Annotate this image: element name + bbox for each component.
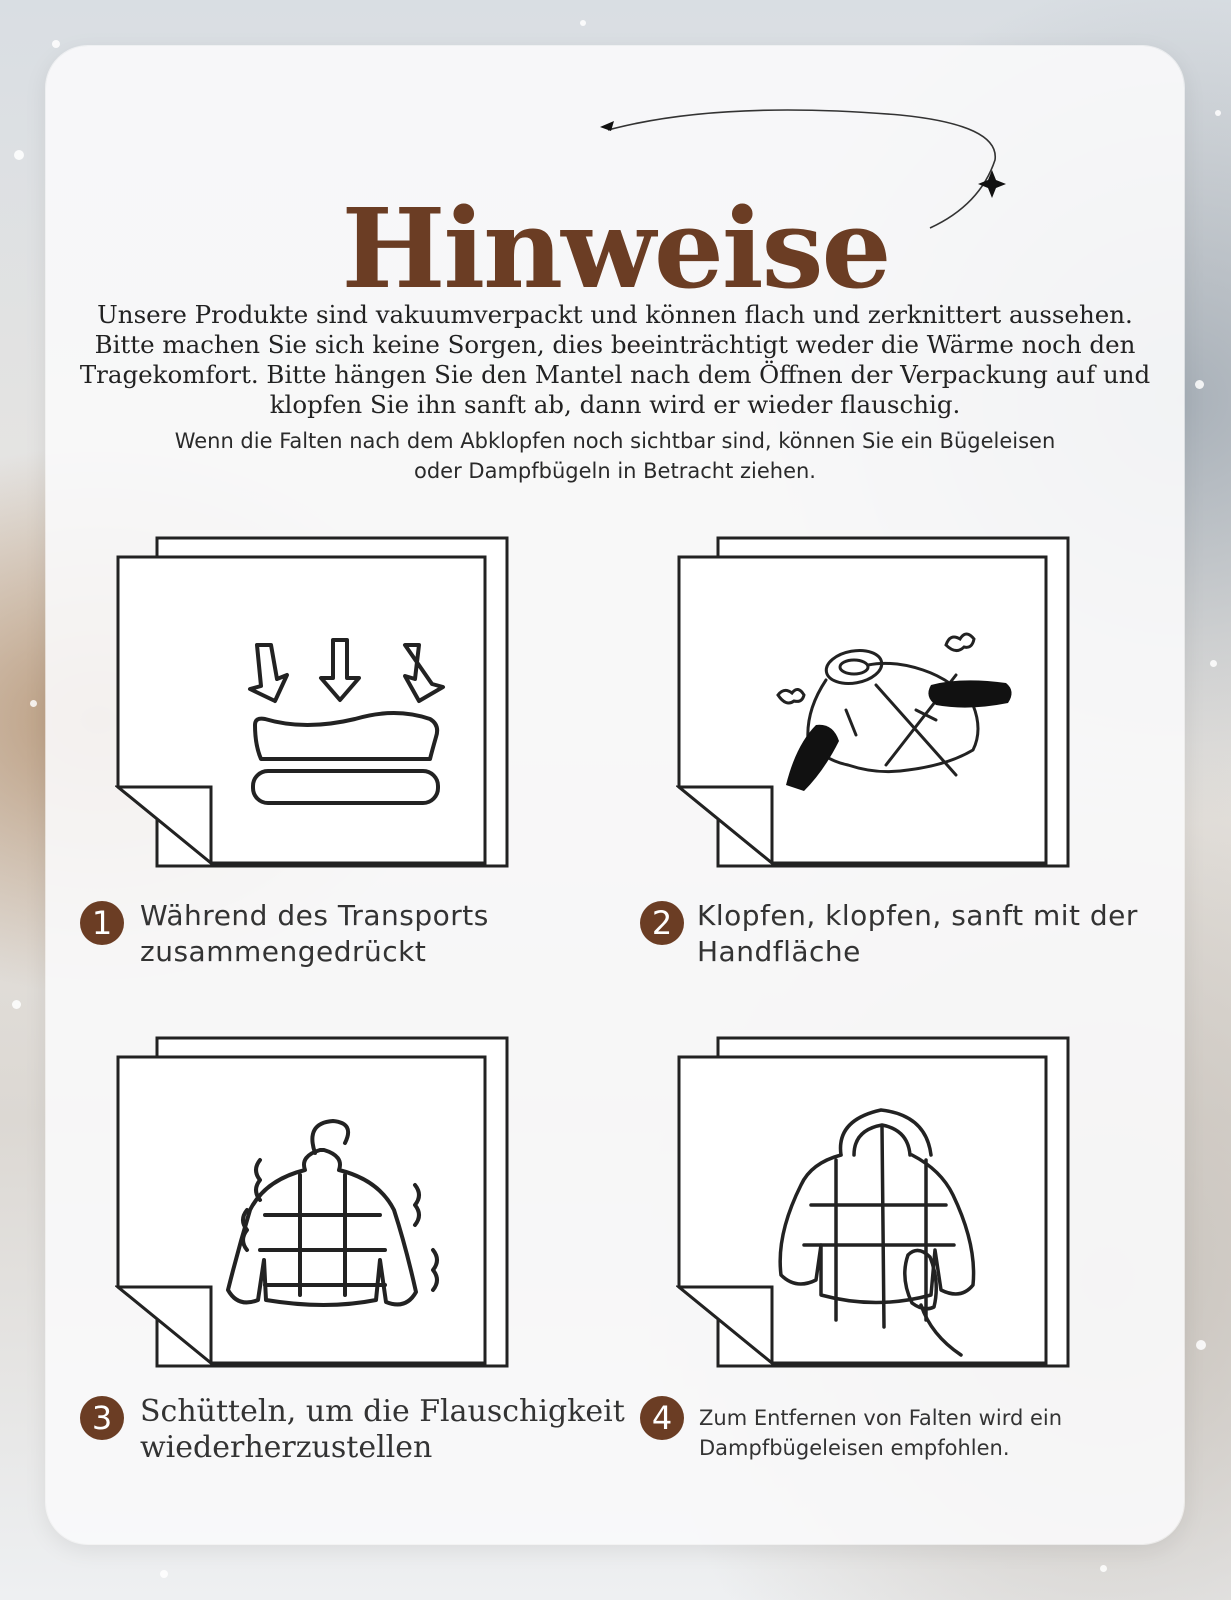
steam-iron-jacket-icon bbox=[676, 1035, 1076, 1375]
intro-subtext bbox=[100, 426, 1130, 486]
step-1-text bbox=[140, 898, 489, 970]
step-text-line: Schütteln, um die Flauschigkeit bbox=[140, 1394, 625, 1429]
intro-line: klopfen Sie ihn sanft ab, dann wird er wieder flauschig. bbox=[269, 390, 961, 419]
step-text-line: zusammengedrückt bbox=[140, 935, 427, 968]
intro-line: Unsere Produkte sind vakuumverpackt und können flach und zerknittert aussehen. bbox=[97, 300, 1133, 329]
step-number-badge: 1 bbox=[80, 901, 124, 945]
intro-text bbox=[50, 300, 1180, 420]
pat-jacket-icon bbox=[676, 535, 1076, 875]
shake-jacket-icon bbox=[115, 1035, 515, 1375]
intro-line: Tragekomfort. Bitte hängen Sie den Mantel nach dem Öffnen der Verpackung auf und bbox=[79, 360, 1151, 389]
step-text-line: Zum Entfernen von Falten wird ein bbox=[699, 1406, 1063, 1430]
step-text-line: Handfläche bbox=[697, 935, 861, 968]
step-text-line: wiederherzustellen bbox=[140, 1430, 433, 1465]
step-text-line: Klopfen, klopfen, sanft mit der bbox=[697, 899, 1138, 932]
subtext-line: oder Dampfbügeln in Betracht ziehen. bbox=[414, 459, 816, 483]
step-4-text bbox=[699, 1403, 1062, 1463]
step-number-badge: 4 bbox=[640, 1396, 684, 1440]
compress-icon bbox=[115, 535, 515, 875]
step-3-text bbox=[140, 1394, 625, 1466]
step-number-badge: 3 bbox=[80, 1396, 124, 1440]
step-2-text bbox=[697, 898, 1138, 970]
intro-line: Bitte machen Sie sich keine Sorgen, dies beeinträchtigt weder die Wärme noch den bbox=[94, 330, 1136, 359]
subtext-line: Wenn die Falten nach dem Abklopfen noch sichtbar sind, können Sie ein Bügeleisen bbox=[174, 429, 1056, 453]
step-text-line: Dampfbügeleisen empfohlen. bbox=[699, 1436, 1010, 1460]
step-text-line: Während des Transports bbox=[140, 899, 489, 932]
page-title: Hinweise bbox=[341, 183, 890, 313]
step-number-badge: 2 bbox=[640, 901, 684, 945]
